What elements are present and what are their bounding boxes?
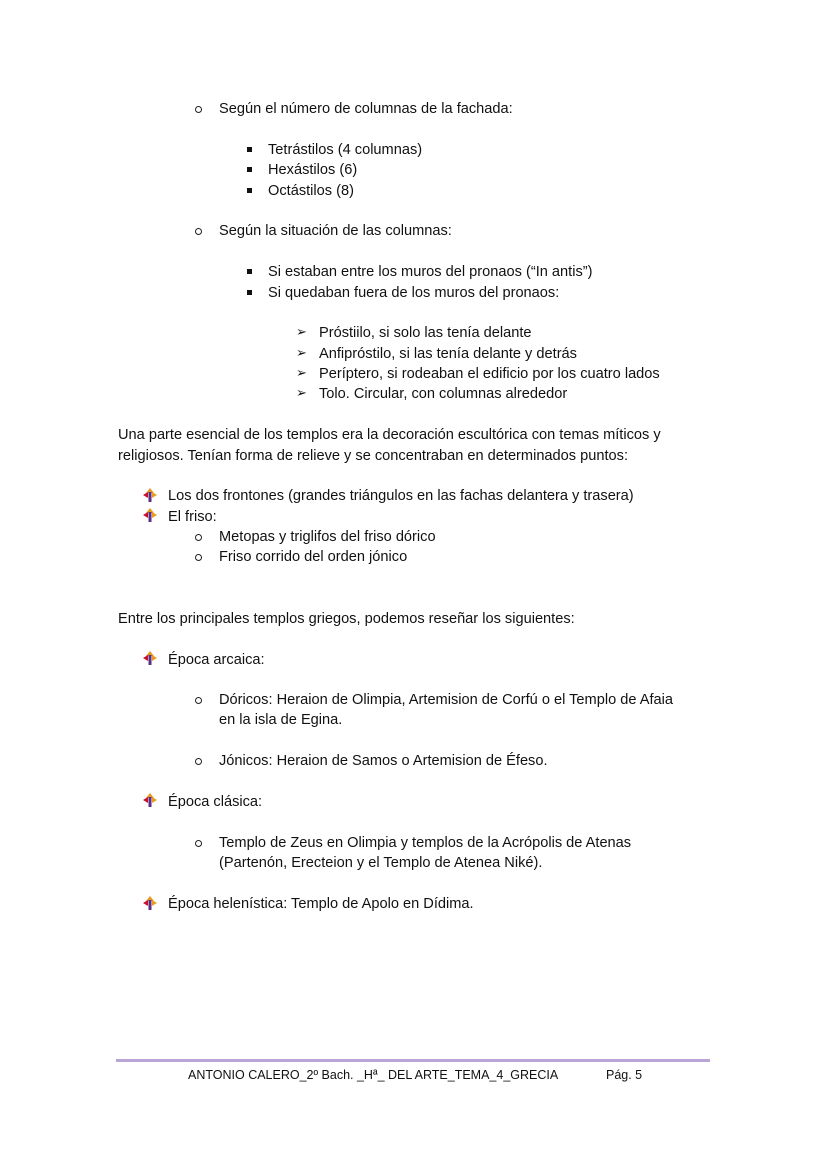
situacion-subitem: Períptero, si rodeaban el edificio por los cuatro lados [319,366,660,382]
fachada-item: Tetrástilos (4 columnas) [268,142,423,158]
situacion-subitem: Próstiilo, si solo las tenía delante [319,325,532,341]
clasica-line: (Partenón, Erecteion y el Templo de Atenea Niké). [219,855,543,871]
situacion-subitem: Tolo. Circular, con columnas alrededor [319,386,568,402]
doricos-line: en la isla de Egina. [219,712,343,728]
hollow-circle-bullet-icon [195,228,202,235]
hollow-circle-bullet-icon [195,697,202,704]
decoracion-paragraph-line: Una parte esencial de los templos era la decoración escultórica con temas míticos y [118,427,661,443]
decoracion-item: El friso: [168,509,217,525]
situacion-item: Si estaban entre los muros del pronaos (“In antis”) [268,264,593,280]
four-color-arrow-bullet-icon [143,488,157,502]
hollow-circle-bullet-icon [195,106,202,113]
four-color-arrow-bullet-icon [143,793,157,807]
arrow-bullet-icon: ➢ [296,325,307,340]
clasica-line: Templo de Zeus en Olimpia y templos de la Acrópolis de Atenas [219,835,632,851]
hollow-circle-bullet-icon [195,534,202,541]
square-bullet-icon [247,188,252,193]
arrow-bullet-icon: ➢ [296,346,307,361]
friso-item: Friso corrido del orden jónico [219,549,408,565]
hollow-circle-bullet-icon [195,758,202,765]
four-color-arrow-bullet-icon [143,896,157,910]
fachada-item: Hexástilos (6) [268,162,358,178]
templos-intro: Entre los principales templos griegos, podemos reseñar los siguientes: [118,611,575,627]
square-bullet-icon [247,269,252,274]
decoracion-item: Los dos frontones (grandes triángulos en las fachas delantera y trasera) [168,488,634,504]
situacion-item: Si quedaban fuera de los muros del pronaos: [268,285,560,301]
epoca-helenistica-line: Época helenística: Templo de Apolo en Dídima. [168,896,474,912]
situacion-heading: Según la situación de las columnas: [219,223,452,239]
hollow-circle-bullet-icon [195,554,202,561]
footer-title: ANTONIO CALERO_2º Bach. _Hª_ DEL ARTE_TEMA_4_GRECIA [188,1068,559,1082]
arrow-bullet-icon: ➢ [296,386,307,401]
square-bullet-icon [247,147,252,152]
doricos-line: Dóricos: Heraion de Olimpia, Artemision de Corfú o el Templo de Afaia [219,692,673,708]
footer-divider [116,1059,710,1062]
fachada-heading: Según el número de columnas de la fachada: [219,101,513,117]
square-bullet-icon [247,167,252,172]
friso-item: Metopas y triglifos del friso dórico [219,529,436,545]
hollow-circle-bullet-icon [195,840,202,847]
situacion-subitem: Anfipróstilo, si las tenía delante y detrás [319,346,577,362]
epoca-arcaica-label: Época arcaica: [168,652,265,668]
epoca-clasica-label: Época clásica: [168,794,263,810]
fachada-item: Octástilos (8) [268,183,354,199]
four-color-arrow-bullet-icon [143,508,157,522]
decoracion-paragraph-line: religiosos. Tenían forma de relieve y se concentraban en determinados puntos: [118,448,629,464]
jonicos-line: Jónicos: Heraion de Samos o Artemision de Éfeso. [219,753,548,769]
square-bullet-icon [247,290,252,295]
four-color-arrow-bullet-icon [143,651,157,665]
page-number: Pág. 5 [606,1068,643,1082]
arrow-bullet-icon: ➢ [296,366,307,381]
